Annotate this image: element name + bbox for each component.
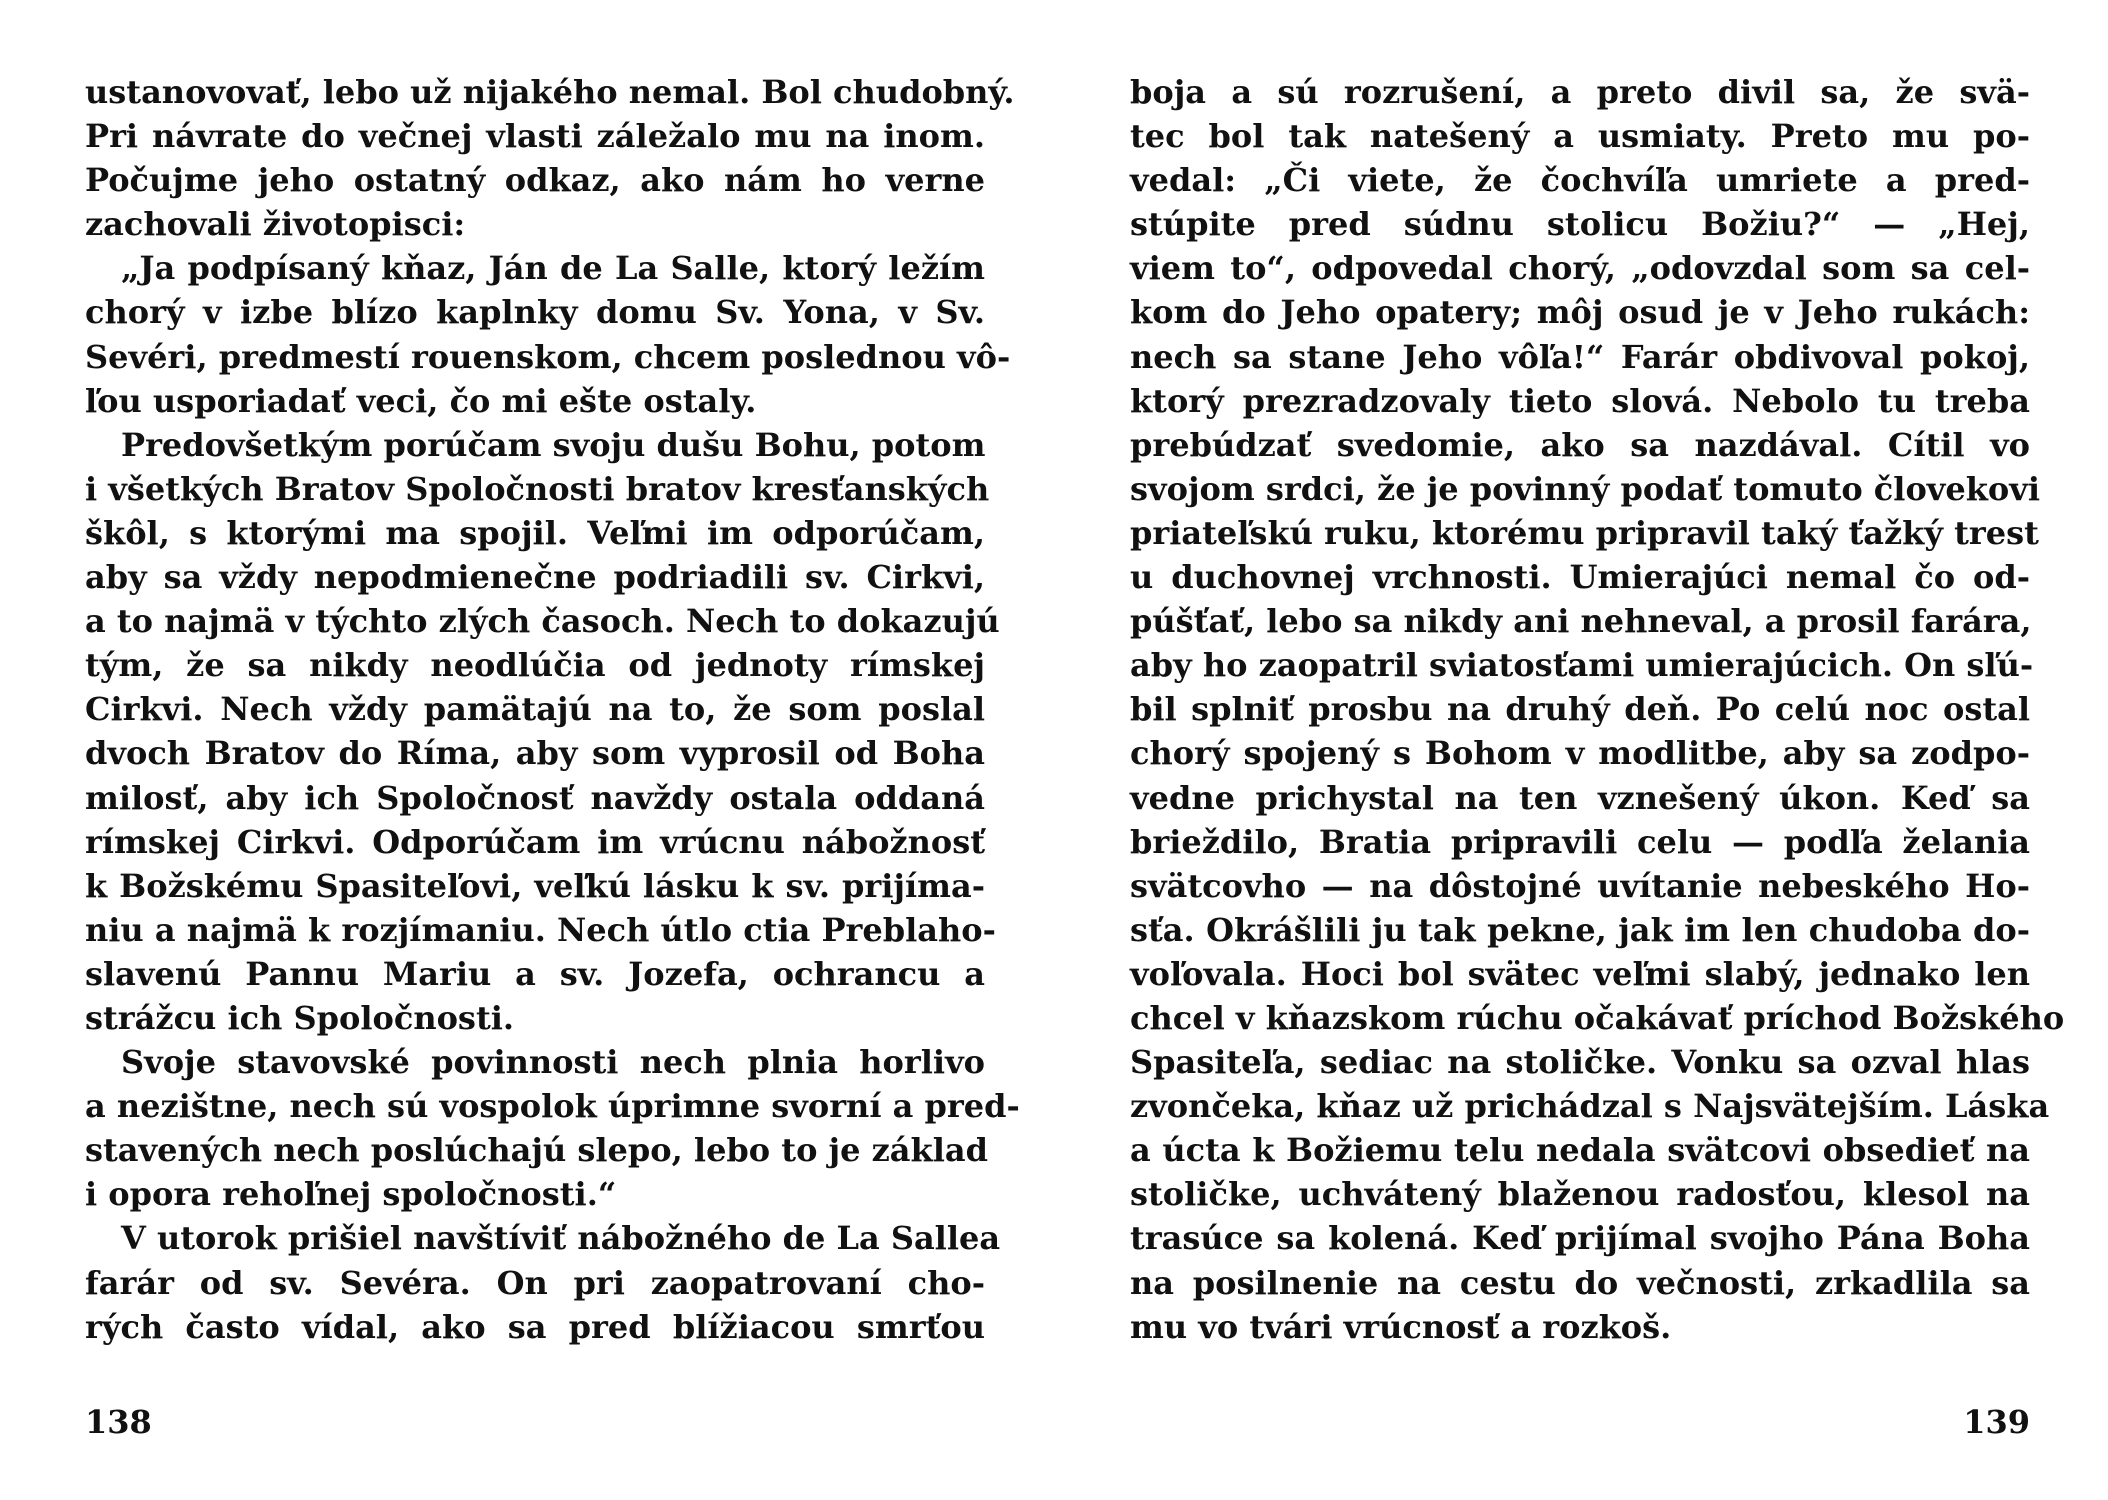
text-line: stoličke, uchvátený blaženou radosťou, klesol na bbox=[1130, 1175, 2030, 1214]
text-line: kom do Jeho opatery; môj osud je v Jeho rukách: bbox=[1130, 293, 2030, 332]
text-line: V utorok prišiel navštíviť nábožného de La Sallea bbox=[121, 1219, 1001, 1258]
text-line: svätcovho — na dôstojné uvítanie nebeského Ho- bbox=[1130, 866, 2030, 905]
text-line: aby sa vždy nepodmienečne podriadili sv. Cirkvi, bbox=[85, 558, 985, 597]
text-line: niu a najmä k rozjímaniu. Nech útlo ctia Preblaho- bbox=[85, 910, 996, 949]
text-line: k Božskému Spasiteľovi, veľkú lásku k sv. prijíma- bbox=[85, 866, 985, 905]
text-line: rímskej Cirkvi. Odporúčam im vrúcnu nábožnosť bbox=[85, 822, 985, 861]
text-line: svojom srdci, že je povinný podať tomuto človekovi bbox=[1130, 469, 2040, 508]
text-line: Cirkvi. Nech vždy pamätajú na to, že som poslal bbox=[85, 690, 985, 729]
text-line: boja a sú rozrušení, a preto divil sa, že svä- bbox=[1130, 73, 2030, 111]
text-line: stúpite pred súdnu stolicu Božiu?“ — „Hej, bbox=[1130, 205, 2030, 244]
text-line: Sevéri, predmestí rouenskom, chcem poslednou vô- bbox=[85, 337, 1011, 376]
text-line: a úcta k Božiemu telu nedala svätcovi obsedieť na bbox=[1130, 1131, 2030, 1170]
text-line: farár od sv. Sevéra. On pri zaopatrovaní cho- bbox=[85, 1263, 985, 1302]
text-line: púšťať, lebo sa nikdy ani nehneval, a prosil farára, bbox=[1130, 602, 2032, 641]
text-line: slavenú Pannu Mariu a sv. Jozefa, ochrancu a bbox=[85, 954, 985, 993]
text-line: stavených nech poslúchajú slepo, lebo to je základ bbox=[85, 1131, 988, 1170]
text-line: i opora rehoľnej spoločnosti.“ bbox=[85, 1175, 617, 1214]
text-line: prebúdzať svedomie, ako sa nazdával. Cítil vo bbox=[1130, 425, 2030, 464]
text-line: trasúce sa kolená. Keď prijímal svojho Pána Boha bbox=[1130, 1219, 2030, 1258]
text-line: milosť, aby ich Spoločnosť navždy ostala oddaná bbox=[85, 778, 985, 817]
text-line: chorý v izbe blízo kaplnky domu Sv. Yona, v Sv. bbox=[85, 293, 985, 332]
text-line: chorý spojený s Bohom v modlitbe, aby sa zodpo- bbox=[1130, 734, 2030, 773]
text-line: vedne prichystal na ten vznešený úkon. Keď sa bbox=[1130, 778, 2030, 817]
text-line: Spasiteľa, sediac na stoličke. Vonku sa ozval hlas bbox=[1130, 1043, 2030, 1082]
text-line: a nezištne, nech sú vospolok úprimne svorní a pred- bbox=[85, 1087, 1020, 1126]
text-line: ľou usporiadať veci, čo mi ešte ostaly. bbox=[85, 381, 757, 420]
text-line: chcel v kňazskom rúchu očakávať príchod Božského bbox=[1130, 998, 2065, 1037]
text-line: a to najmä v týchto zlých časoch. Nech to dokazujú bbox=[85, 602, 1000, 641]
text-line: na posilnenie na cestu do večnosti, zrkadlila sa bbox=[1130, 1263, 2030, 1302]
text-line: mu vo tvári vrúcnosť a rozkoš. bbox=[1130, 1307, 1672, 1346]
right-page bbox=[1130, 70, 2065, 1460]
text-line: dvoch Bratov do Ríma, aby som vyprosil od Boha bbox=[85, 734, 985, 773]
text-line: Pri návrate do večnej vlasti záležalo mu na inom. bbox=[85, 117, 985, 156]
text-line: rých často vídal, ako sa pred blížiacou smrťou bbox=[85, 1307, 985, 1346]
text-line: priateľskú ruku, ktorému pripravil taký ťažký trest bbox=[1130, 513, 2039, 552]
text-line: sťa. Okrášlili ju tak pekne, jak im len chudoba do- bbox=[1130, 910, 2030, 949]
text-line: Svoje stavovské povinnosti nech plnia horlivo bbox=[121, 1043, 985, 1082]
text-line: tec bol tak natešený a usmiaty. Preto mu po- bbox=[1130, 117, 2030, 156]
text-line: ktorý prezradzovaly tieto slová. Nebolo tu treba bbox=[1130, 381, 2030, 420]
text-line: bil splniť prosbu na druhý deň. Po celú noc ostal bbox=[1130, 690, 2030, 729]
text-line: tým, že sa nikdy neodlúčia od jednoty rímskej bbox=[85, 646, 985, 685]
text-line: strážcu ich Spoločnosti. bbox=[85, 998, 515, 1037]
text-line: škôl, s ktorými ma spojil. Veľmi im odporúčam, bbox=[85, 513, 985, 552]
page-number: 138 bbox=[85, 1403, 152, 1441]
text-line: i všetkých Bratov Spoločnosti bratov kresťanských bbox=[85, 469, 990, 508]
text-line: zachovali životopisci: bbox=[85, 205, 466, 244]
text-line: Počujme jeho ostatný odkaz, ako nám ho verne bbox=[85, 161, 985, 200]
text-line: zvončeka, kňaz už prichádzal s Najsvätejším. Láska bbox=[1130, 1087, 2050, 1126]
text-line: „Ja podpísaný kňaz, Ján de La Salle, ktorý ležím bbox=[121, 249, 985, 288]
text-line: voľovala. Hoci bol svätec veľmi slabý, jednako len bbox=[1130, 954, 2030, 993]
text-line: nech sa stane Jeho vôľa!“ Farár obdivoval pokoj, bbox=[1130, 337, 2030, 376]
text-line: vedal: „Či viete, že čochvíľa umriete a pred- bbox=[1130, 161, 2030, 200]
text-line: u duchovnej vrchnosti. Umierajúci nemal čo od- bbox=[1130, 558, 2030, 597]
text-line: ustanovovať, lebo už nijakého nemal. Bol chudobný. bbox=[85, 73, 1015, 111]
text-line: aby ho zaopatril sviatosťami umierajúcich. On sľú- bbox=[1130, 646, 2034, 685]
page-number: 139 bbox=[1963, 1403, 2030, 1441]
text-line: Predovšetkým porúčam svoju dušu Bohu, potom bbox=[121, 425, 986, 464]
text-line: brieždilo, Bratia pripravili celu — podľa želania bbox=[1130, 822, 2030, 861]
left-page bbox=[85, 70, 1020, 1460]
text-line: viem to“, odpovedal chorý, „odovzdal som sa cel- bbox=[1130, 249, 2030, 288]
